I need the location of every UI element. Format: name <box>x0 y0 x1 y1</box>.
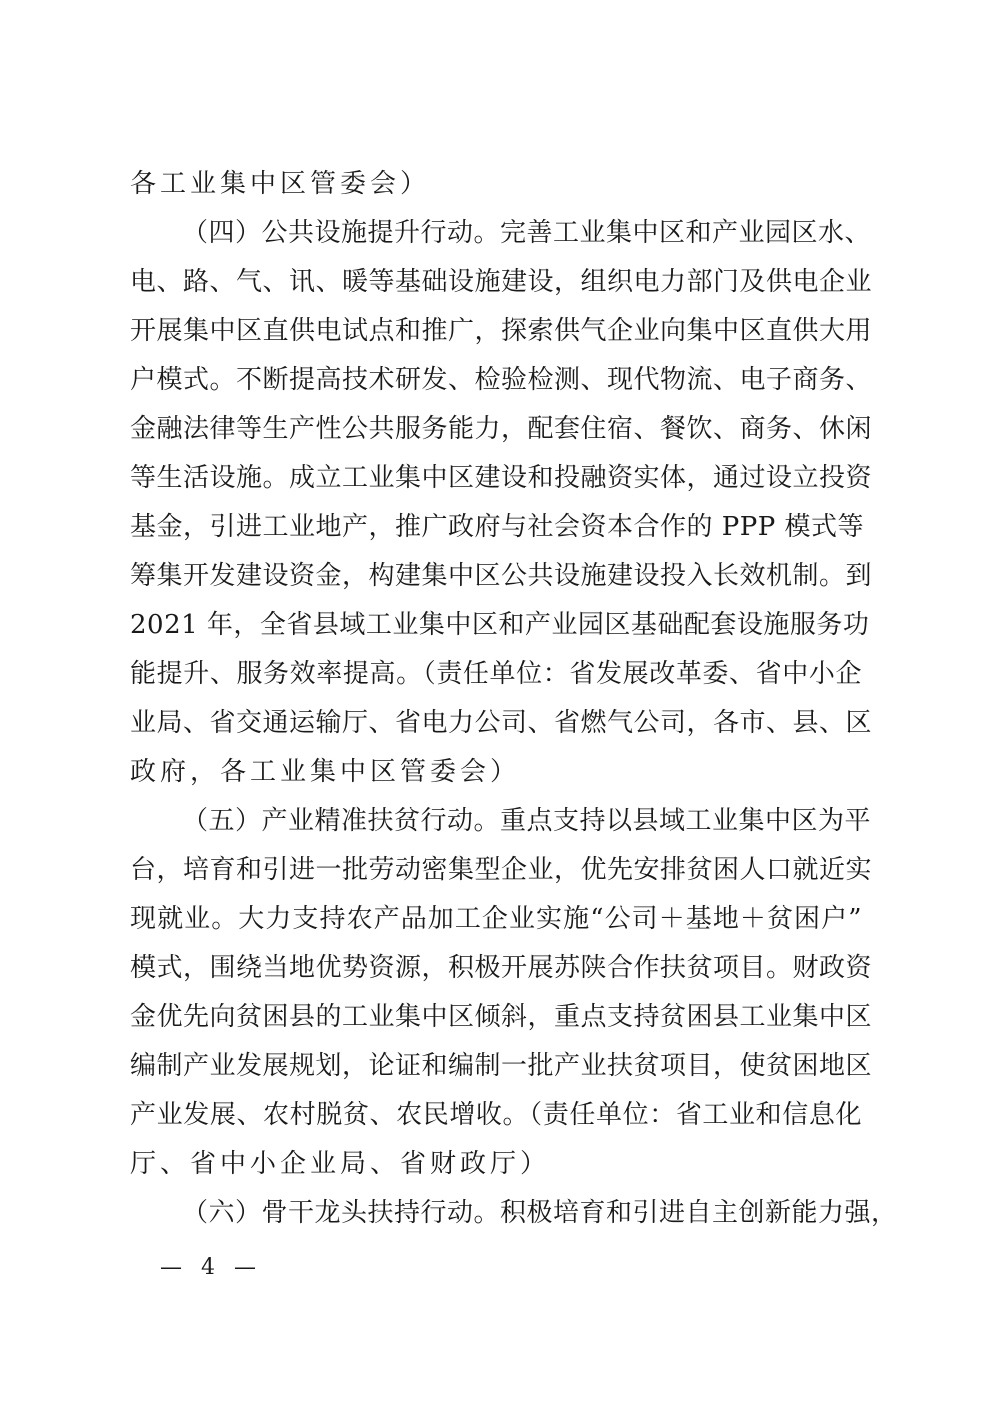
text-line: 现就业。大力支持农产品加工企业实施“公司＋基地＋贫困户” <box>130 904 862 934</box>
text-line: 2021 年，全省县域工业集中区和产业园区基础配套设施服务功 <box>130 610 870 640</box>
text-line: 开展集中区直供电试点和推广，探索供气企业向集中区直供大用 <box>130 316 873 346</box>
text-line: 各工业集中区管委会） <box>130 169 431 199</box>
text-line: 筹集开发建设资金，构建集中区公共设施建设投入长效机制。到 <box>130 561 873 591</box>
text-line: 厅、省中小企业局、省财政厅） <box>130 1149 551 1179</box>
text-line: 金融法律等生产性公共服务能力，配套住宿、餐饮、商务、休闲 <box>130 414 873 444</box>
text-line: 能提升、服务效率提高。（责任单位：省发展改革委、省中小企 <box>130 659 862 689</box>
text-line: 业局、省交通运输厅、省电力公司、省燃气公司，各市、县、区 <box>130 708 873 738</box>
text-line: （六）骨干龙头扶持行动。积极培育和引进自主创新能力强， <box>182 1198 898 1228</box>
text-line: 金优先向贫困县的工业集中区倾斜，重点支持贫困县工业集中区 <box>130 1002 873 1032</box>
text-line: 模式，围绕当地优势资源，积极开展苏陕合作扶贫项目。财政资 <box>130 953 873 983</box>
text-line: 基金，引进工业地产，推广政府与社会资本合作的 PPP 模式等 <box>130 512 865 542</box>
text-line: （四）公共设施提升行动。完善工业集中区和产业园区水、 <box>182 218 872 248</box>
text-line: 等生活设施。成立工业集中区建设和投融资实体，通过设立投资 <box>130 463 873 493</box>
page-number: — 4 — <box>160 1255 262 1280</box>
text-line: 电、路、气、讯、暖等基础设施建设，组织电力部门及供电企业 <box>130 267 873 297</box>
text-line: 户模式。不断提高技术研发、检验检测、现代物流、电子商务、 <box>130 365 873 395</box>
text-line: 政府，各工业集中区管委会） <box>130 757 521 787</box>
text-line: 台，培育和引进一批劳动密集型企业，优先安排贫困人口就近实 <box>130 855 873 885</box>
text-line: 产业发展、农村脱贫、农民增收。（责任单位：省工业和信息化 <box>130 1100 862 1130</box>
text-line: 编制产业发展规划，论证和编制一批产业扶贫项目，使贫困地区 <box>130 1051 873 1081</box>
text-line: （五）产业精准扶贫行动。重点支持以县域工业集中区为平 <box>182 806 872 836</box>
